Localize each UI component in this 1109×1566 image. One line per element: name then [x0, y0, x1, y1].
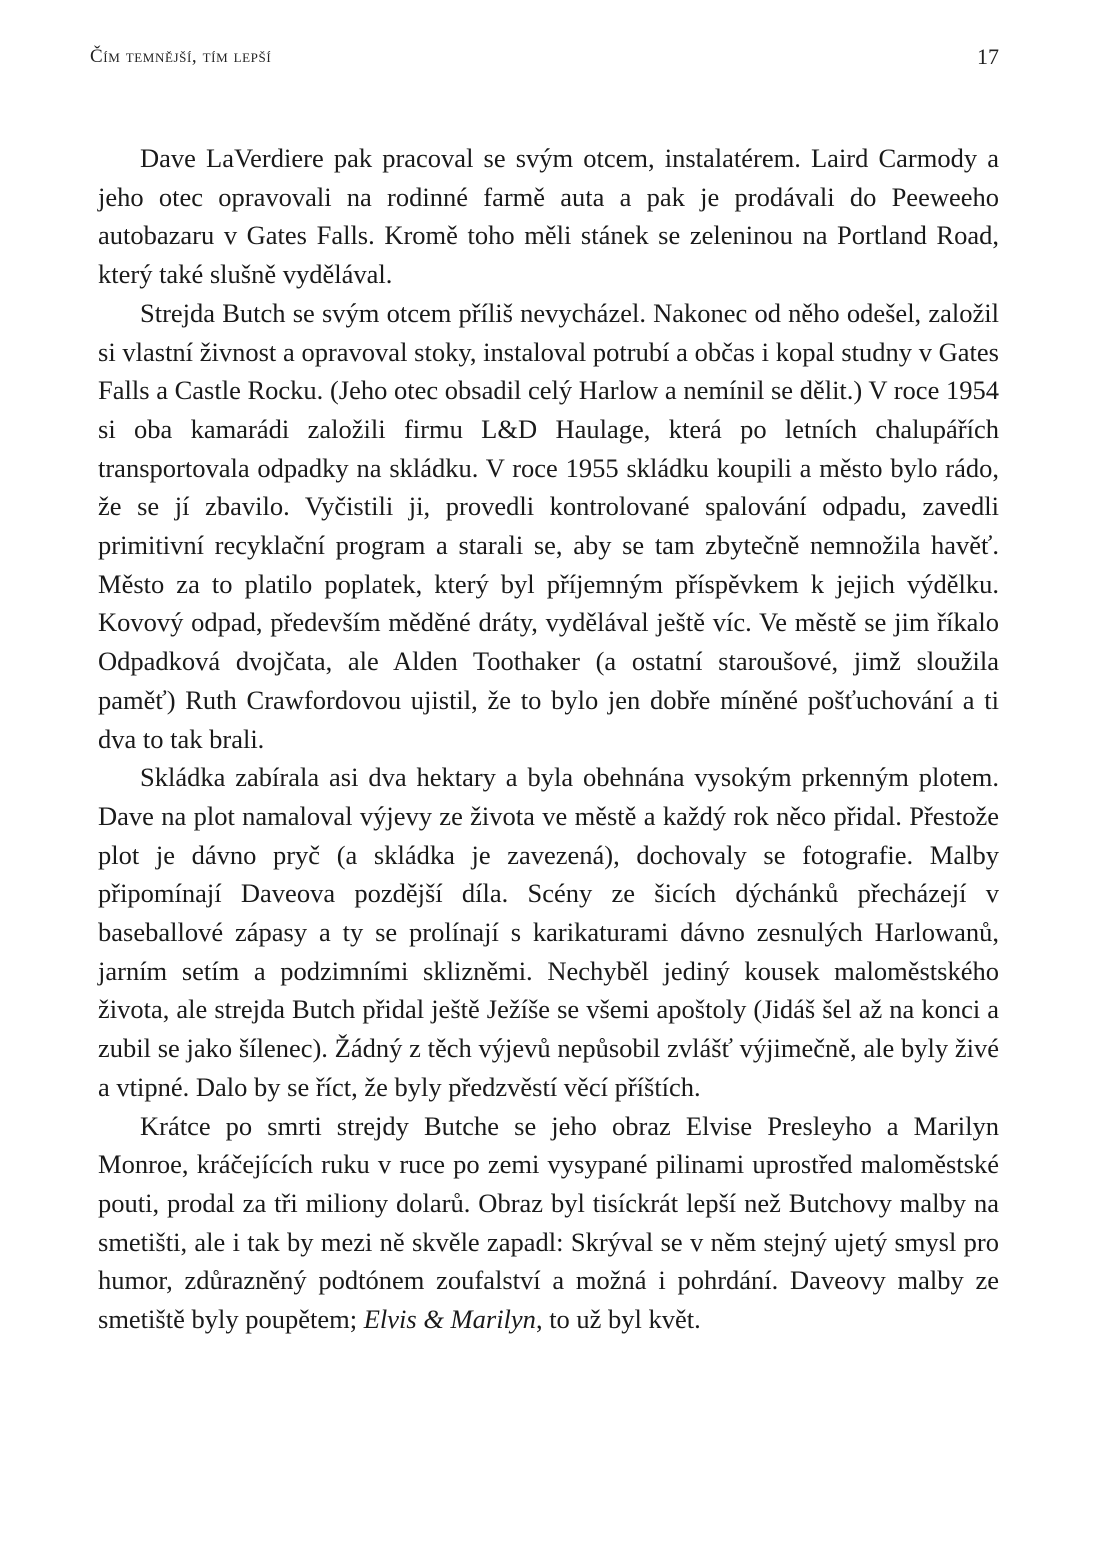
- body-text: [98, 139, 999, 1339]
- paragraph-2: Strejda Butch se svým otcem příliš nevycházel. Nakonec od něho odešel, založil si vlastní živnost a opravoval stoky, instaloval potrubí a občas i kopal studny v Gates Falls a Castle Rocku. (Jeho otec obsadil celý Harlow a nemínil se dělit.) V roce 1954 si oba kamarádi založili firmu L&D Haulage, která po letních chalupářích transportovala odpadky na skládku. V roce 1955 skládku koupili a město bylo rádo, že se jí zbavilo. Vyčistili ji, provedli kontrolované spalování odpadu, zavedli primitivní recyklační program a starali se, aby se tam zbytečně nemnožila havěť. Město za to platilo poplatek, který byl příjemným příspěvkem k jejich výdělku. Kovový odpad, především měděné dráty, vydělával ještě víc. Ve městě se jim říkalo Odpadková dvojčata, ale Alden Toothaker (a ostatní staroušové, jimž sloužila paměť) Ruth Crawfordovou ujistil, že to bylo jen dobře míněné pošťuchování a ti dva to tak brali.: [98, 297, 999, 754]
- page-number: 17: [977, 44, 999, 69]
- paragraph-1: Dave LaVerdiere pak pracoval se svým otcem, instalatérem. Laird Carmody a jeho otec opravovali na rodinné farmě auta a pak je prodávali do Peeweeho autobazaru v Gates Falls. Kromě toho měli stánek se zeleninou na Portland Road, který také slušně vydělával.: [98, 143, 999, 290]
- artwork-title: Elvis & Marilyn: [363, 1304, 536, 1335]
- paragraph-3: Skládka zabírala asi dva hektary a byla obehnána vysokým prkenným plotem. Dave na plot namaloval výjevy ze života ve městě a každý rok něco přidal. Přestože plot je dávno pryč (a skládka je zavezená), dochovaly se fotografie. Malby připomínají Daveova pozdější díla. Scény ze šicích dýchánků přecházejí v baseballové zápasy a ty se prolínají s karikaturami dávno zesnulých Harlowanů, jarním setím a podzimními sklizněmi. Nechyběl jediný kousek maloměstského života, ale strejda Butch přidal ještě Ježíše se všemi apoštoly (Jidáš šel až na konci a zubil se jako šílenec). Žádný z těch výjevů nepůsobil zvlášť výjimečně, ale byly živé a vtipné. Dalo by se říct, že byly předzvěstí věcí příštích.: [98, 762, 999, 1102]
- paragraph-4-text-start: Krátce po smrti strejdy Butche se jeho obraz Elvise Presleyho a Marilyn Monroe, kráčejících ruku v ruce po zemi vysypané pilinami uprostřed maloměstské pouti, prodal za tři miliony dolarů. Obraz byl tisíckrát lepší než Butchovy malby na smetišti, ale i tak by mezi ně skvěle zapadl: Skrýval se v něm stejný ujetý smysl pro humor, zdůrazněný podtónem zoufalství a možná i pohrdání. Daveovy malby ze smetiště byly poupětem;: [98, 1110, 999, 1335]
- running-title: Čím temnější, tím lepší: [90, 46, 272, 67]
- paragraph-4: [98, 1107, 999, 1339]
- paragraph-4-text-end: , to už byl květ.: [535, 1304, 701, 1335]
